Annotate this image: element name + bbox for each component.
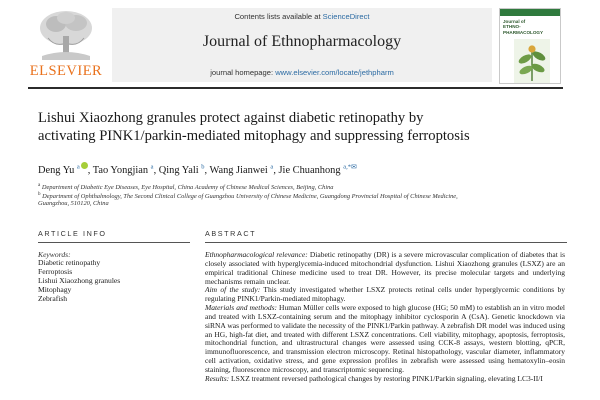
header-rule (28, 87, 563, 89)
title-line-1: Lishui Xiaozhong granules protect against diabetic retinopathy by (38, 110, 424, 126)
author[interactable] (38, 165, 88, 176)
author-name: Qing Yali (158, 165, 199, 176)
cover-title (503, 19, 559, 35)
author-affil-sup: a (150, 163, 154, 171)
abstract-text: Diabetic retinopathy (DR) is a severe microvascular complication of diabetes that is closely associated with hyperglycemia-induced mitochondrial dysfunction. Lishui Xiaozhong granules (LSXZ) are an empirical traditional Chinese medicine used to treat DR. However, its precise molecular targets and underlying mechanisms remain unclear. (205, 250, 565, 286)
abstract-paragraph (205, 286, 565, 304)
abstract-rule (205, 242, 567, 243)
elsevier-tree-icon (34, 8, 98, 60)
homepage-line (112, 68, 492, 77)
abstract-text: LSXZ treatment reversed pathological changes by restoring PINK1/Parkin signaling, elevating LC3-II/I (229, 373, 543, 383)
keyword-item: Ferroptosis (38, 266, 73, 276)
keywords-label: Keywords: (38, 250, 71, 259)
abstract-label: Aim of the study: (205, 285, 261, 295)
homepage-link[interactable]: www.elsevier.com/locate/jethpharm (275, 68, 394, 77)
article-info-heading: ARTICLE INFO (38, 229, 107, 238)
abstract-text: This study investigated whether LSXZ protects retinal cells under hyperglycemic conditions by regulating PINK1/Parkin-mediated mitophagy. (205, 285, 565, 304)
publisher-name: ELSEVIER (29, 63, 103, 79)
keyword-item: Diabetic retinopathy (38, 258, 101, 267)
affiliation-sup: b (38, 192, 41, 197)
abstract-paragraph (205, 375, 565, 384)
author-affil-sup: b (201, 163, 205, 171)
author-name: Jie Chuanhong (278, 165, 341, 176)
homepage-prefix: journal homepage: (210, 68, 276, 77)
abstract-text: Human Müller cells were exposed to high glucose (HG; 50 mM) to establish an in vitro model and treated with LSXZ-containing serum and the mitophagy inhibitor cyclosporin A (CsA). Genetic knockdown via siRNA was performed to validate the necessity of the PINK1/Parkin pathway. A zebrafish DR model was induced using an HG, high-fat diet, and treated with different LSXZ concentrations. Cell viability, mitophagy, apoptosis, ferroptosis, mitochondrial function, and ultrastructural changes were assessed using CCK-8 assays, western blotting, qPCR, immunofluorescence, and transmission electron microscopy. Retinal histopathology, vascular diameter, inflammatory cell activation, oxidative stress, and gene expression profiles in zebrafish were assessed using hematoxylin–eosin staining, fluorescence microscopy, and transcriptomic sequencing. (205, 303, 565, 374)
keyword-item: Mitophagy (38, 284, 72, 294)
sciencedirect-link[interactable]: ScienceDirect (322, 12, 370, 21)
author[interactable] (93, 165, 154, 176)
cover-plant-image (514, 39, 550, 83)
author-name: Tao Yongjian (92, 165, 149, 176)
abstract-label: Results: (205, 373, 230, 383)
affiliation-sup: a (38, 183, 41, 188)
keyword-list (38, 259, 188, 304)
article-title (38, 109, 568, 145)
cover-title-line: ETHNO- (503, 24, 521, 30)
affiliation-text: Department of Ophthalmology, The Second Clinical College of Guangzhou University of Chinese Medicine, Guangdong Provincial Hospital of Chinese Medicine, (42, 193, 458, 201)
cover-band (500, 9, 561, 16)
cover-title-line: PHARMACOLOGY (503, 29, 544, 35)
abstract-label: Materials and methods: (205, 303, 277, 313)
abstract-paragraph (205, 304, 565, 375)
email-icon[interactable]: ✉ (350, 163, 357, 171)
author-affil-sup: a (76, 163, 80, 171)
author-list: Deng Yu $^a$ , Tao Yongjian $^a$, Qing Yali $^b$, Wang Jianwei $^a$, Jie Chuanhong $^{a,*✉}$ (38, 163, 357, 176)
author-name: Deng Yu (38, 165, 75, 176)
contents-line (112, 12, 492, 21)
journal-cover[interactable] (499, 8, 561, 84)
orcid-icon[interactable] (81, 162, 88, 169)
abstract-body (205, 251, 565, 384)
author-affil-sup: a,* (343, 163, 351, 171)
journal-header (112, 8, 492, 82)
author[interactable] (279, 165, 357, 176)
author-name: Wang Jianwei (209, 165, 268, 176)
author-affil-sup: a (270, 163, 274, 171)
article-info-rule (38, 242, 190, 243)
affiliation-text: Department of Diabetic Eye Diseases, Eye Hospital, China Academy of Chinese Medical Sciences, Beijing, China (41, 184, 334, 192)
cover-title-line: Journal of (503, 19, 526, 24)
affiliation (38, 200, 578, 209)
abstract-heading: ABSTRACT (205, 229, 257, 238)
title-line-2: activating PINK1/parkin-mediated mitophagy and suppressing ferroptosis (38, 128, 470, 144)
affiliation-text: Guangzhou, 510120, China (38, 200, 109, 207)
journal-title[interactable]: Journal of Ethnopharmacology (202, 33, 402, 50)
abstract-label: Ethnopharmacological relevance: (205, 250, 308, 259)
author[interactable] (159, 165, 205, 176)
contents-prefix: Contents lists available at (234, 12, 323, 21)
elsevier-logo (28, 8, 104, 80)
keyword-item: Lishui Xiaozhong granules (38, 275, 121, 285)
keyword-item: Zebrafish (38, 293, 68, 303)
abstract-paragraph (205, 251, 565, 286)
author[interactable] (209, 165, 273, 176)
